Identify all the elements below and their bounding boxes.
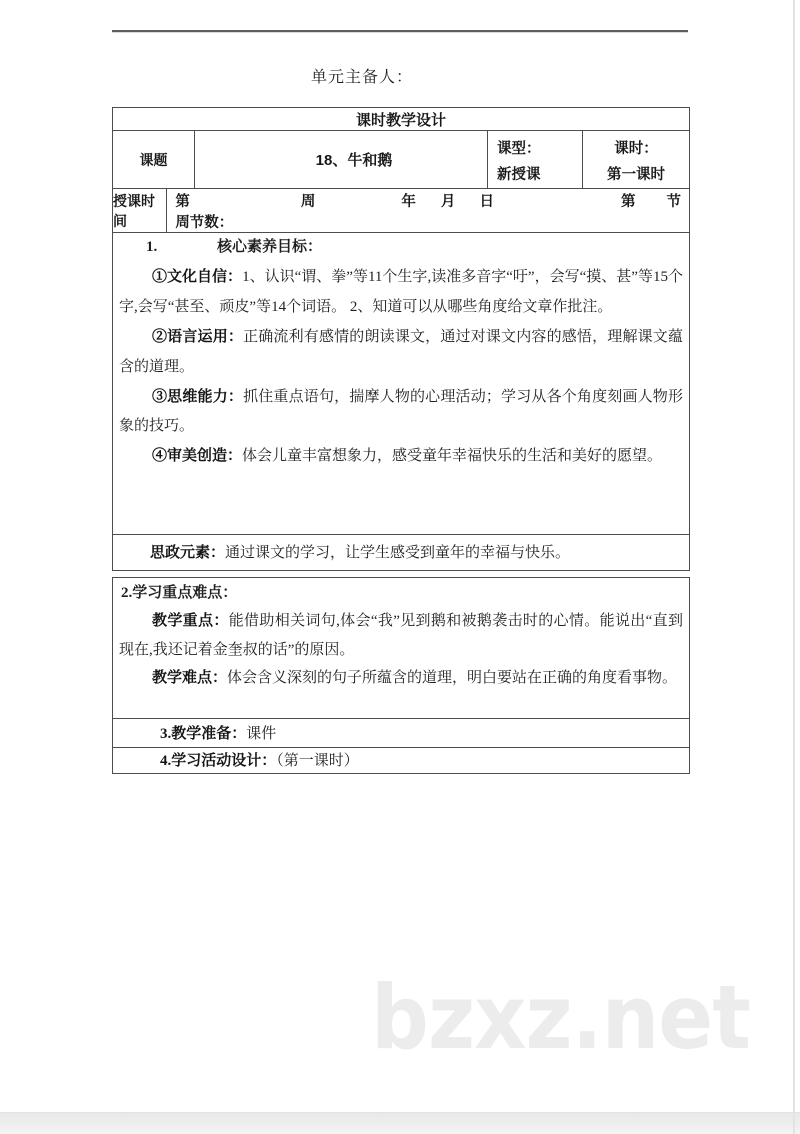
period-cell (582, 131, 689, 188)
time-seg-section: 节 (666, 194, 681, 210)
teaching-prep-value: 课件 (246, 726, 277, 743)
time-seg-section-no: 第 (620, 194, 636, 210)
watermark: bzxz.net (371, 966, 751, 1069)
teaching-difficulty-text: 体会含义深刻的句子所蕴含的道理，明白要站在正确的角度看事物。 (227, 669, 678, 686)
activity-design-row (113, 747, 689, 773)
course-type-value: 新授课 (497, 167, 541, 183)
goals-heading-line (119, 233, 683, 263)
civic-text: 通过课文的学习，让学生感受到童年的幸福与快乐。 (225, 544, 571, 561)
time-seg-day: 日 (479, 194, 494, 210)
topic-label: 课题 (139, 151, 168, 168)
teaching-focus-paragraph (119, 607, 683, 664)
goal-paragraph-thinking (119, 383, 683, 443)
teaching-focus-text: 能借助相关词句,体会“我”见到鹅和被鹅袭击时的心情。能说出“直到现在,我还记着金奎叔的话”的原因。 (119, 613, 683, 658)
teaching-prep-line (119, 722, 276, 743)
table-title-row (113, 108, 689, 130)
teaching-prep-label: 3.教学准备： (160, 726, 247, 743)
teaching-time-label-cell (113, 189, 166, 232)
time-seg-week: 周 (300, 194, 316, 210)
goal-label-culture: ①文化自信： (152, 268, 243, 285)
period-value: 第一课时 (607, 167, 665, 183)
teaching-time-value-cell (166, 189, 689, 232)
key-points-heading: 2.学习重点难点： (121, 585, 238, 601)
civic-line (119, 541, 570, 562)
core-goals-cell (113, 232, 689, 534)
course-type-cell (487, 131, 582, 188)
goals-heading: 核心素养目标： (217, 239, 323, 255)
topic-value-cell (194, 131, 487, 188)
unit-lead-label: 单元主备人： (311, 69, 414, 86)
lesson-design-table (112, 107, 690, 571)
goal-text-thinking: 抓住重点语句，揣摩人物的心理活动；学习从各个角度刻画人物形象的技巧。 (119, 388, 683, 435)
key-points-table (112, 577, 690, 774)
goal-text-aesthetic: 体会儿童丰富想象力，感受童年幸福快乐的生活和美好的愿望。 (242, 448, 663, 465)
time-seg-month: 月 (440, 194, 456, 210)
teaching-difficulty-paragraph (119, 664, 683, 692)
period-label: 课时： (614, 141, 658, 157)
key-points-cell (113, 578, 689, 718)
goal-paragraph-language (119, 323, 683, 383)
teaching-time-row (113, 188, 689, 232)
top-rule (112, 30, 688, 33)
goal-label-aesthetic: ④审美创造： (152, 448, 243, 465)
goal-label-language: ②语言运用： (152, 328, 244, 345)
week-count-label: 周节数： (175, 215, 234, 231)
topic-label-cell (113, 131, 194, 188)
teaching-difficulty-label: 教学难点： (152, 669, 228, 686)
page-bottom-edge (0, 1112, 800, 1134)
table-title: 课时教学设计 (355, 111, 446, 129)
course-type-label: 课型： (497, 141, 541, 157)
page-right-edge (793, 0, 795, 1134)
goals-number: 1. (146, 239, 158, 255)
teaching-time-label: 授课时间 (113, 192, 155, 229)
activity-design-line (119, 749, 359, 770)
civic-label: 思政元素： (150, 544, 226, 561)
goal-text-language: 正确流利有感情的朗读课文，通过对课文内容的感悟，理解课文蕴含的道理。 (119, 328, 683, 375)
activity-design-label: 4.学习活动设计： (160, 753, 277, 770)
topic-value: 18、牛和鹅 (315, 152, 393, 169)
goal-paragraph-aesthetic (119, 442, 683, 472)
goal-paragraph-culture (119, 263, 683, 323)
goal-label-thinking: ③思维能力： (152, 388, 244, 405)
topic-row (113, 130, 689, 188)
teaching-focus-label: 教学重点： (152, 613, 229, 630)
teaching-prep-row (113, 718, 689, 747)
time-seg-year: 年 (401, 194, 416, 210)
goal-text-culture: 1、认识“谓、拳”等11个生字,读准多音字“吁”，会写“摸、甚”等15个字,会写“甚至、顽皮”等14个词语。 2、知道可以从哪些角度给文章作批注。 (119, 268, 683, 315)
civic-elements-row (113, 534, 689, 567)
time-blanks-line (175, 192, 681, 213)
time-seg-week-no: 第 (175, 194, 190, 210)
activity-design-value: （第一课时） (276, 753, 359, 770)
